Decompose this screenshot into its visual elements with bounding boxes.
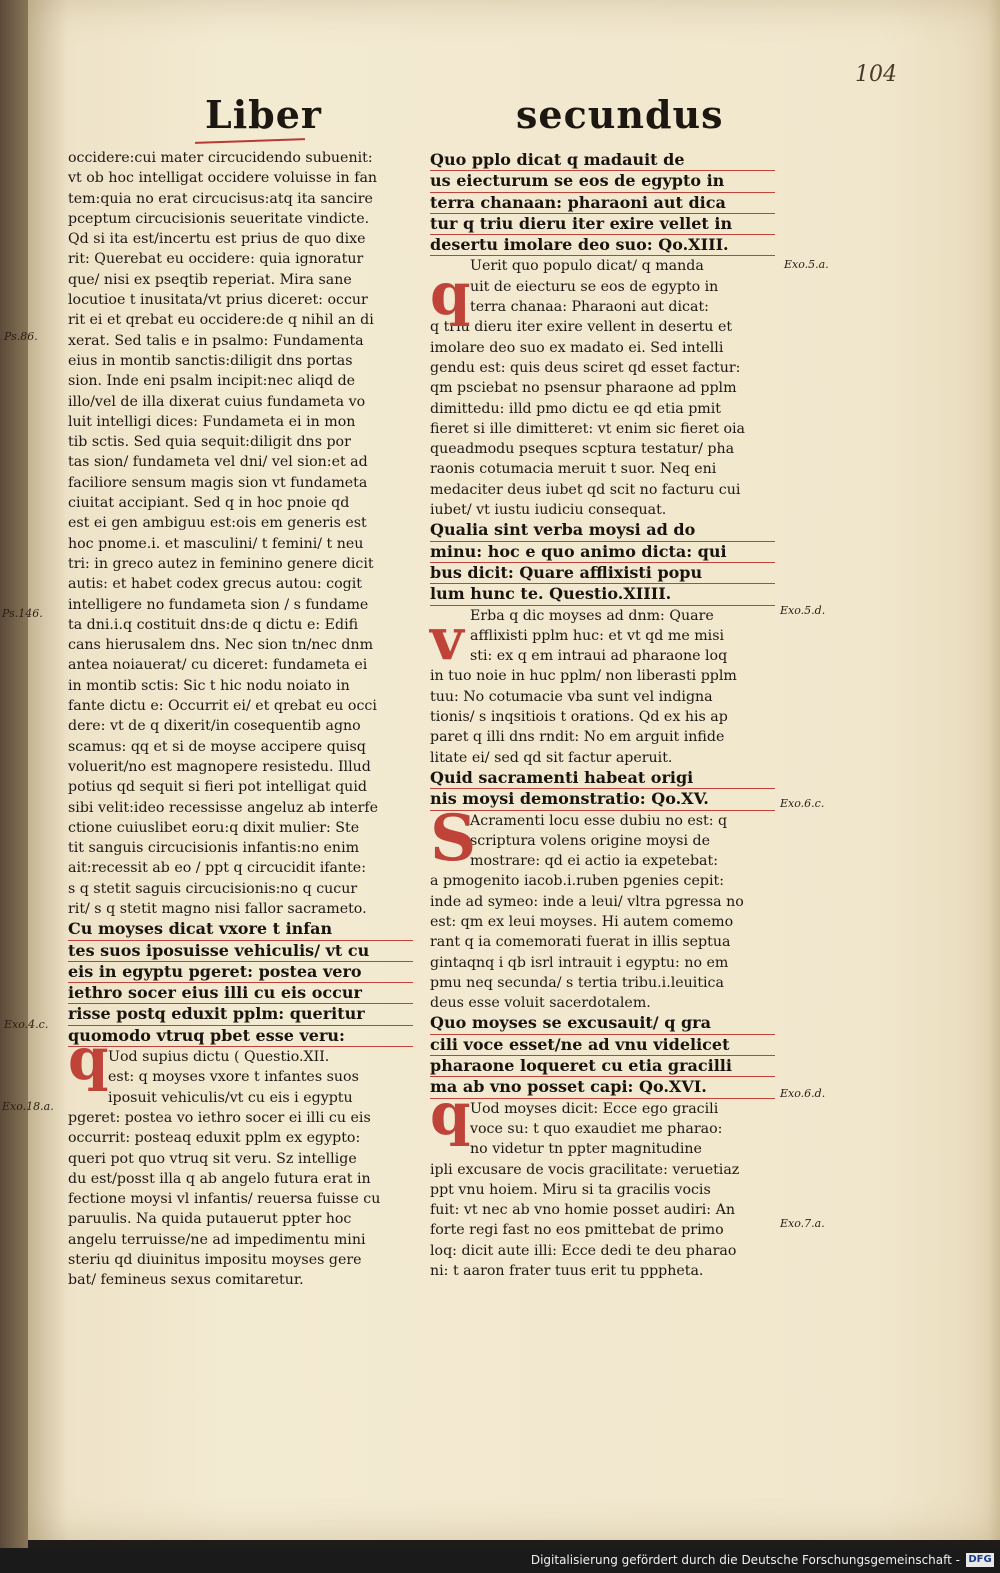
marginal-note-exo6c: Exo.6.c. (780, 797, 825, 810)
text-line: tionis/ s inqsitiois t orations. Qd ex his ap (430, 709, 728, 726)
text-line: vt ob hoc intelligat occidere voluisse in fan (68, 170, 378, 187)
text-line: mostrare: qd ei actio ia expetebat: (470, 853, 718, 870)
right-rubric-1 (430, 150, 775, 256)
initial-letter-q-lower: q (430, 1080, 471, 1148)
rubric-line: risse postq eduxit pplm: queritur (68, 1004, 413, 1025)
text-line: Qd si ita est/incertu est prius de quo dixe (68, 231, 366, 248)
text-line: cans hierusalem dns. Nec sion tn/nec dnm (68, 637, 374, 654)
text-line: inde ad symeo: inde a leui/ vltra pgressa no (430, 893, 744, 910)
text-line: voluerit/no est magnopere resistedu. Illud (68, 758, 371, 775)
marginal-note-exo7a: Exo.7.a. (780, 1217, 825, 1230)
text-line: ciuitat accipiant. Sed q in hoc pnoie qd (68, 495, 350, 512)
left-column (68, 148, 413, 1291)
text-line: est: q moyses vxore t infantes suos (108, 1069, 359, 1086)
funding-credit: Digitalisierung gefördert durch die Deutsche Forschungsgemeinschaft - (530, 1553, 960, 1567)
text-line: sion. Inde eni psalm incipit:nec aliqd de (68, 373, 356, 390)
rubric-line: Cu moyses dicat vxore t infan (68, 919, 413, 940)
marginal-note-exo6d: Exo.6.d. (780, 1087, 826, 1100)
text-line: deus esse voluit sacerdotalem. (430, 995, 651, 1012)
text-line: paruulis. Na quida putauerut ppter hoc (68, 1211, 352, 1228)
rubric-line: Qualia sint verba moysi ad do (430, 520, 775, 541)
rubric-line: pharaone loqueret cu etia gracilli (430, 1056, 775, 1077)
book-gutter (0, 0, 28, 1573)
initial-letter-v: v (430, 605, 464, 673)
text-line: bat/ femineus sexus comitaretur. (68, 1272, 304, 1289)
right-text-4 (430, 1099, 775, 1282)
text-line: imolare deo suo ex madato ei. Sed intelli (430, 339, 724, 356)
running-head-left: Liber (205, 92, 322, 137)
text-line: ta dni.i.q costituit dns:de q dictu e: Edifi (68, 616, 359, 633)
marginal-note-ps86: Ps.86. (4, 330, 38, 343)
text-line: tas sion/ fundameta vel dni/ vel sion:et ad (68, 454, 368, 471)
text-line: iposuit vehiculis/vt cu eis i egyptu (108, 1089, 353, 1106)
marginal-note-exo18: Exo.18.a. (2, 1100, 54, 1113)
rubric-line: tur q triu dieru iter exire vellet in (430, 214, 775, 235)
text-line: steriu qd diuinitus impositu moyses gere (68, 1252, 362, 1269)
folio-number: 104 (855, 62, 897, 87)
text-line: no videtur tn ppter magnitudine (470, 1141, 702, 1158)
text-line: fectione moysi vl infantis/ reuersa fuisse cu (68, 1191, 381, 1208)
rubric-line: desertu imolare deo suo: Qo.XIII. (430, 235, 775, 256)
text-line: intelligere no fundameta sion / s fundame (68, 596, 369, 613)
right-column (430, 150, 775, 1281)
text-line: afflixisti pplm huc: et vt qd me misi (470, 627, 725, 644)
text-line: queadmodu pseques scptura testatur/ pha (430, 441, 735, 458)
text-line: raonis cotumacia meruit t suor. Neq eni (430, 461, 717, 478)
text-line: scamus: qq et si de moyse accipere quisq (68, 738, 366, 755)
text-line: queri pot quo vtruq sit veru. Sz intellige (68, 1150, 357, 1167)
text-line: pceptum circucisionis seueritate vindicte. (68, 210, 370, 227)
text-line: medaciter deus iubet qd scit no facturu cui (430, 481, 741, 498)
rubric-line: Quo moyses se excusauit/ q gra (430, 1013, 775, 1034)
text-line: ipli excusare de vocis gracilitate: veruetiaz (430, 1161, 740, 1178)
text-line: rit ei et qrebat eu occidere:de q nihil an di (68, 312, 374, 329)
right-rubric-4 (430, 1013, 775, 1098)
rubric-line: lum hunc te. Questio.XIIII. (430, 584, 775, 605)
text-line: du est/posst illa q ab angelo futura erat in (68, 1170, 371, 1187)
text-line: tri: in greco autez in feminino genere dicit (68, 555, 374, 572)
text-line: dimittedu: illd pmo dictu ee qd etia pmit (430, 400, 721, 417)
text-line: in montib sctis: Sic t hic nodu noiato in (68, 677, 350, 694)
text-line: sti: ex q em intraui ad pharaone loq (470, 648, 728, 665)
marginal-note-ps146: Ps.146. (2, 607, 43, 620)
text-line: Uod moyses dicit: Ecce ego gracili (470, 1100, 719, 1117)
text-line: a pmogenito iacob.i.ruben pgenies cepit: (430, 873, 724, 890)
dfg-logo: DFG (966, 1553, 994, 1567)
text-line: est ei gen ambiguu est:ois em generis est (68, 515, 367, 532)
text-line: terra chanaa: Pharaoni aut dicat: (470, 299, 709, 316)
text-line: angelu terruisse/ne ad impedimentu mini (68, 1231, 366, 1248)
text-line: pgeret: postea vo iethro socer ei illi cu eis (68, 1109, 371, 1126)
text-line: que/ nisi ex pseqtib reperiat. Mira sane (68, 271, 352, 288)
text-line: gintaqnq i qb isrl intrauit i egyptu: no em (430, 954, 729, 971)
marginal-note-exo5a: Exo.5.a. (784, 258, 829, 271)
text-line: pmu neq secunda/ s tertia tribu.i.leuitica (430, 974, 724, 991)
initial-letter-q-left: q (68, 1025, 109, 1093)
rubric-line: us eiecturum se eos de egypto in (430, 171, 775, 192)
text-line: in tuo noie in huc pplm/ non liberasti pplm (430, 668, 737, 685)
text-line: Uod supius dictu ( Questio.XII. (108, 1049, 330, 1066)
rubric-line: ma ab vno posset capi: Qo.XVI. (430, 1077, 775, 1098)
rubric-line: terra chanaan: pharaoni aut dica (430, 193, 775, 214)
text-line: faciliore sensum magis sion vt fundameta (68, 474, 368, 491)
text-line: fuit: vt nec ab vno homie posset audiri: An (430, 1202, 735, 1219)
text-line: paret q illi dns rndit: No em arguit infide (430, 729, 725, 746)
right-text-1 (430, 256, 775, 520)
text-line: antea noiauerat/ cu diceret: fundameta ei (68, 657, 368, 674)
text-line: scriptura volens origine moysi de (470, 832, 710, 849)
text-line: locutioe t inusitata/vt prius diceret: occur (68, 292, 368, 309)
text-line: uit de eiecturu se eos de egypto in (470, 278, 719, 295)
text-line: eius in montib sanctis:diligit dns portas (68, 352, 353, 369)
text-line: s q stetit saguis circucisionis:no q cucur (68, 880, 358, 897)
text-line: luit intelligi dices: Fundameta ei in mon (68, 413, 356, 430)
text-line: potius qd sequit si fieri pot intelligat quid (68, 779, 367, 796)
text-line: Acramenti locu esse dubiu no est: q (470, 812, 728, 829)
text-line: tib sctis. Sed quia sequit:diligit dns por (68, 434, 351, 451)
left-main-text (68, 148, 413, 919)
rubric-line: Quo pplo dicat q madauit de (430, 150, 775, 171)
rubric-line: tes suos iposuisse vehiculis/ vt cu (68, 941, 413, 962)
right-text-2 (430, 606, 775, 768)
text-line: tit sanguis circucisionis infantis:no enim (68, 840, 360, 857)
text-line: xerat. Sed talis e in psalmo: Fundamenta (68, 332, 364, 349)
text-line: tuu: No cotumacie vba sunt vel indigna (430, 688, 713, 705)
text-line: occidere:cui mater circucidendo subuenit: (68, 150, 373, 166)
text-line: illo/vel de illa dixerat cuius fundameta vo (68, 393, 366, 410)
text-line: sibi velit:ideo recessisse angeluz ab interfe (68, 799, 379, 816)
text-line: ctione cuiuslibet eoru:q dixit mulier: Ste (68, 819, 360, 836)
text-line: fieret si ille dimitteret: vt enim sic fieret oia (430, 420, 745, 437)
right-text-3 (430, 801, 775, 1014)
left-after-text (68, 1047, 413, 1291)
text-line: qm psciebat no psensur pharaone ad pplm (430, 380, 737, 397)
rubric-line: eis in egyptu pgeret: postea vero (68, 962, 413, 983)
rubric-line: quomodo vtruq pbet esse veru: (68, 1026, 413, 1047)
marginal-note-exo4: Exo.4.c. (4, 1018, 49, 1031)
rubric-line: Quid sacramenti habeat origi (430, 768, 775, 789)
text-line: dere: vt de q dixerit/in cosequentib agno (68, 718, 361, 735)
text-line: Uerit quo populo dicat/ q manda (470, 258, 704, 275)
rubric-line: iethro socer eius illi cu eis occur (68, 983, 413, 1004)
left-rubric (68, 919, 413, 1047)
marginal-note-exo5d: Exo.5.d. (780, 604, 826, 617)
text-line: fante dictu e: Occurrit ei/ et qrebat eu occi (68, 698, 377, 715)
text-line: tem:quia no erat circucisus:atq ita sancire (68, 190, 373, 207)
text-line: iubet/ vt iustu iudiciu consequat. (430, 502, 667, 519)
rubric-line: cili voce esset/ne ad vnu videlicet (430, 1035, 775, 1056)
text-line: hoc pnome.i. et masculini/ t femini/ t neu (68, 535, 364, 552)
text-line: Erba q dic moyses ad dnm: Quare (470, 607, 714, 624)
text-line: occurrit: posteaq eduxit pplm ex egypto: (68, 1130, 361, 1147)
text-line: gendu est: quis deus sciret qd esset factur: (430, 359, 741, 376)
text-line: rant q ia comemorati fuerat in illis septua (430, 934, 731, 951)
running-head-right: secundus (516, 92, 724, 137)
text-line: q triu dieru iter exire vellent in desertu et (430, 319, 733, 336)
text-line: litate ei/ sed qd sit factur aperuit. (430, 749, 673, 766)
text-line: ppt vnu hoiem. Miru si ta gracilis vocis (430, 1181, 711, 1198)
text-line: loq: dicit aute illi: Ecce dedi te deu pharao (430, 1242, 737, 1259)
text-line: est: qm ex leui moyses. Hi autem comemo (430, 913, 734, 930)
text-line: voce su: t quo exaudiet me pharao: (470, 1120, 723, 1137)
text-line: autis: et habet codex grecus autou: cogit (68, 576, 362, 593)
rubric-line: minu: hoc e quo animo dicta: qui (430, 542, 775, 563)
text-line: forte regi fast no eos pmittebat de primo (430, 1222, 724, 1239)
initial-letter-q-right: q (430, 260, 471, 328)
right-rubric-2 (430, 520, 775, 605)
initial-letter-s: S (430, 801, 477, 876)
text-line: ait:recessit ab eo / ppt q circucidit ifante: (68, 860, 366, 877)
right-rubric-3 (430, 768, 775, 811)
text-line: ni: t aaron frater tuus erit tu pppheta. (430, 1263, 704, 1280)
text-line: rit: Querebat eu occidere: quia ignoratur (68, 251, 364, 268)
text-line: rit/ s q stetit magno nisi fallor sacrameto. (68, 900, 367, 917)
rubric-line: nis moysi demonstratio: Qo.XV. (430, 789, 775, 810)
rubric-line: bus dicit: Quare afflixisti popu (430, 563, 775, 584)
